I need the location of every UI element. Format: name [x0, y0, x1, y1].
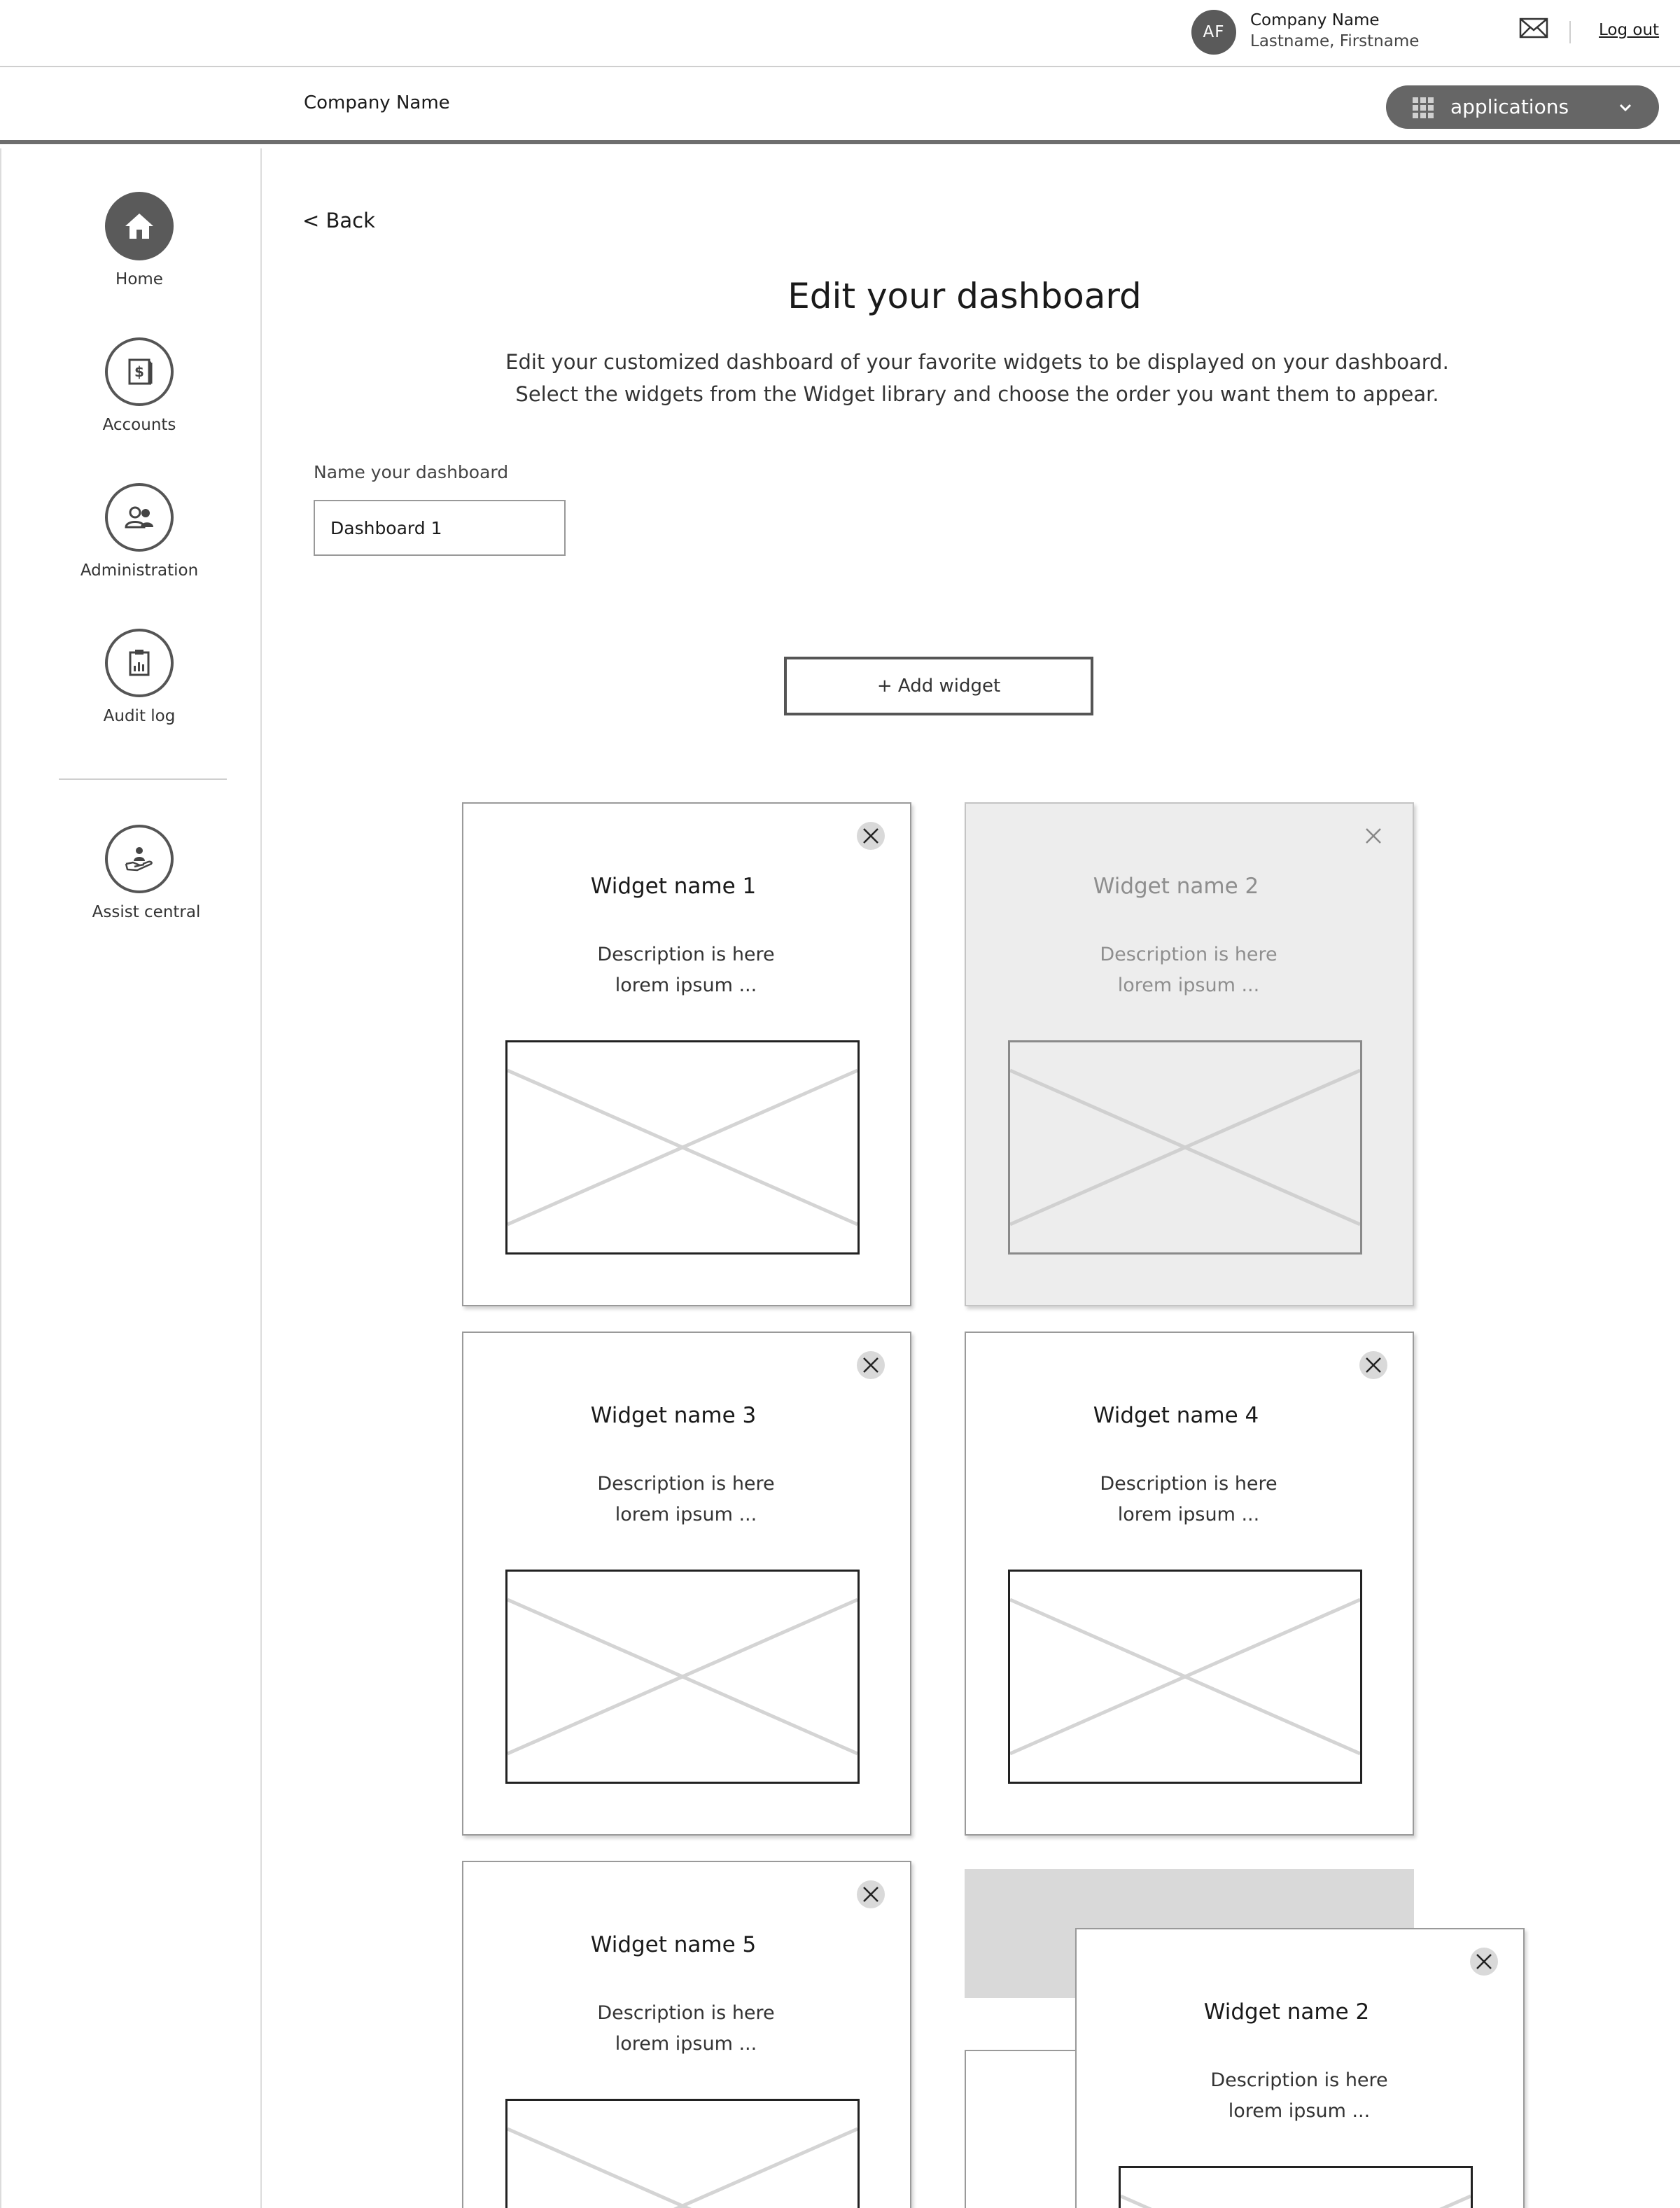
add-widget-button[interactable]: + Add widget: [784, 657, 1093, 715]
image-placeholder-icon: [505, 1040, 860, 1255]
dashboard-name-label: Name your dashboard: [314, 462, 509, 482]
sidebar-divider: [59, 778, 227, 780]
close-icon[interactable]: [857, 1880, 885, 1908]
widget-title: Widget name 2: [1203, 1999, 1370, 2025]
applications-dropdown[interactable]: [1386, 85, 1659, 129]
widget-description-line: Description is here: [1100, 944, 1278, 965]
widget-title: Widget name 4: [1093, 1403, 1259, 1428]
widget-description-line: Description is here: [597, 1473, 775, 1495]
description-line: Select the widgets from the Widget library and choose the order you want them to appear.: [515, 382, 1439, 406]
close-icon[interactable]: [1470, 1948, 1498, 1976]
page-title: Edit your dashboard: [788, 276, 1142, 316]
envelope-icon[interactable]: [1519, 17, 1548, 39]
hand-person-icon: [105, 825, 174, 893]
widget-description: [463, 1469, 909, 1530]
image-placeholder-icon: [505, 2099, 860, 2208]
user-full-name: Lastname, Firstname: [1250, 32, 1420, 50]
widget-description-line: Description is here: [1100, 1473, 1278, 1495]
sidebar: [0, 148, 262, 2208]
dashboard-name-input[interactable]: [314, 500, 566, 556]
clipboard-chart-icon: [105, 629, 174, 697]
close-icon[interactable]: [1359, 1351, 1387, 1379]
widget-description-line: lorem ipsum ...: [615, 974, 757, 996]
back-link[interactable]: < Back: [302, 209, 375, 232]
widget-description: [463, 1998, 909, 2060]
sidebar-item-label: Administration: [80, 561, 199, 580]
widget-description: [463, 939, 909, 1001]
divider: [1569, 21, 1571, 43]
image-placeholder-icon: [1119, 2166, 1473, 2208]
description-line: Edit your customized dashboard of your favorite widgets to be displayed on your dashboard.: [505, 350, 1449, 374]
widget-description-line: Description is here: [597, 944, 775, 965]
dollar-document-icon: [105, 337, 174, 406]
image-placeholder-icon: [1008, 1570, 1362, 1784]
sidebar-item-label: Audit log: [103, 707, 176, 725]
widget-description-line: Description is here: [1210, 2069, 1388, 2091]
sidebar-item-label: Assist central: [92, 903, 201, 921]
grid-icon: [1413, 97, 1434, 118]
sidebar-item-assist-central[interactable]: [1, 825, 263, 937]
widget-description-line: lorem ipsum ...: [615, 2033, 757, 2055]
widget-card[interactable]: [462, 1332, 911, 1836]
logout-link[interactable]: Log out: [1599, 21, 1660, 39]
close-icon[interactable]: [857, 822, 885, 850]
close-icon[interactable]: [857, 1351, 885, 1379]
sidebar-item-label: Accounts: [102, 416, 176, 434]
widget-description-line: Description is here: [597, 2002, 775, 2024]
widget-card-placeholder: [965, 802, 1414, 1306]
widget-description: [1077, 2065, 1522, 2127]
image-placeholder-icon: [505, 1570, 860, 1784]
widget-description: [966, 939, 1411, 1001]
applications-label: applications: [1450, 95, 1569, 118]
sidebar-item-home[interactable]: [1, 192, 263, 304]
widget-title: Widget name 3: [590, 1403, 757, 1428]
widget-title: Widget name 5: [590, 1932, 757, 1957]
widget-card[interactable]: [462, 802, 911, 1306]
widget-description-line: lorem ipsum ...: [1117, 1504, 1260, 1525]
top-user-bar: [0, 0, 1680, 67]
widget-title: Widget name 1: [590, 874, 757, 899]
widget-card[interactable]: [965, 1332, 1414, 1836]
widget-card[interactable]: [462, 1861, 911, 2208]
svg-text:$: $: [134, 363, 144, 380]
widget-description-line: lorem ipsum ...: [1117, 974, 1260, 996]
sidebar-item-label: Home: [115, 270, 163, 288]
home-icon: [105, 192, 174, 260]
users-icon: [105, 483, 174, 552]
widget-title: Widget name 2: [1093, 874, 1259, 899]
widget-description: [966, 1469, 1411, 1530]
widget-description-line: lorem ipsum ...: [1228, 2100, 1371, 2122]
avatar[interactable]: AF: [1191, 10, 1236, 55]
dragging-widget-card[interactable]: [1075, 1928, 1525, 2208]
user-company-name: Company Name: [1250, 11, 1380, 29]
page-description: [277, 346, 1677, 410]
chevron-down-icon: [1617, 99, 1634, 116]
sidebar-item-accounts[interactable]: [1, 337, 263, 449]
sidebar-item-administration[interactable]: [1, 483, 263, 595]
close-icon: [1359, 822, 1387, 850]
company-title: Company Name: [304, 92, 450, 113]
widget-description-line: lorem ipsum ...: [615, 1504, 757, 1525]
image-placeholder-icon: [1008, 1040, 1362, 1255]
company-bar: [0, 69, 1680, 144]
sidebar-item-audit-log[interactable]: [1, 629, 263, 741]
